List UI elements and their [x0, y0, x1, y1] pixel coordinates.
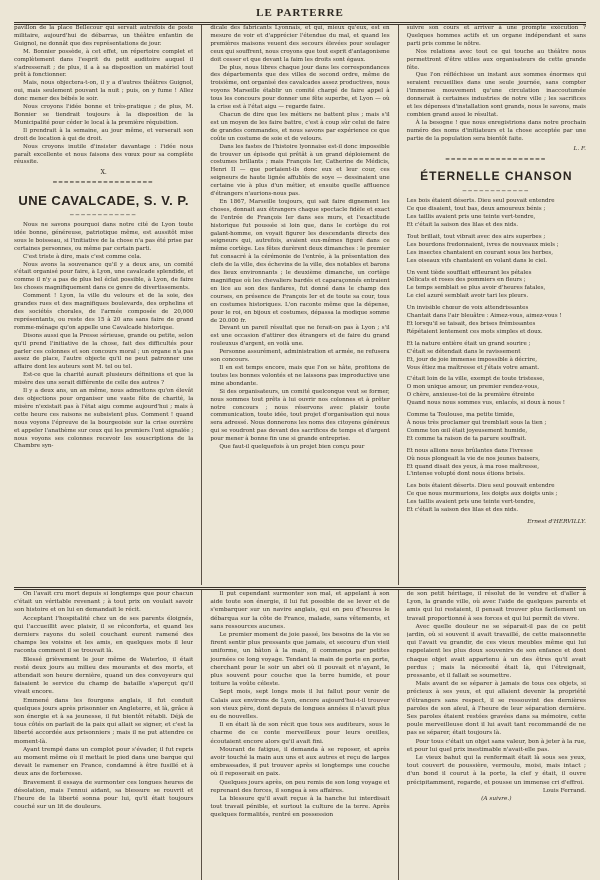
- paragraph: De plus, nous libres chaque jour dans les correspondances des départements que des villes de second ordre, même de troisième, ont organisé des cavalcades assez productives, nous voyons Marseille établir un comité chargé de faire appel à tous les concours pour donner une fête superbe, et Lyon — où la crise est à l'état aigu — regarde faire.: [210, 64, 390, 111]
- article-signature: L. F.: [573, 145, 586, 152]
- paragraph: Mais, nous objectera-t-on, il y a d'autres théâtres Guignol, oui, mais seulement pouvant la nuit ; puis, on y fume ! Allez donc mener des bébés le soir.: [14, 80, 194, 103]
- poem-stanza: [407, 198, 586, 230]
- upper-column-2: [210, 25, 389, 585]
- paragraph: Nous croyons inutile d'insister davantage : l'idée nous paraît excellente et nous faisons des vœux pour sa complète réussite.: [14, 143, 194, 166]
- article-signature: X.: [100, 169, 107, 177]
- paragraph: Le vieux bahut qui la renfermait était là sous ses yeux, tout couvert de poussière, vermoulu, moisi, mais intact ; d'un bond il courut à la porte, la clef y était, il ouvre précipitamment, regarde, et pousse un immense cri d'effroi.: [406, 755, 586, 786]
- paragraph: Blessé grièvement le jour même de Waterloo, il était resté deux jours au milieu des mourants et des morts, et attendait son heure dernière, quand un des convoyeurs qui faisaient le service du champ de bataille s'aperçut qu'il vivait encore.: [14, 656, 194, 696]
- poem-line: Les taillis avaient pris une teinte vert-tendre,: [406, 499, 536, 506]
- article-cavalcade: [14, 222, 193, 451]
- paragraph: Sept mois, sept longs mois il lui fallut pour venir de Calais aux environs de Lyon, encore aujourd'hui-t-il trouver son vieux père, dont depuis de longues années il n'avait plus eu de nouvelles.: [210, 689, 390, 721]
- poem-line: Et quand disait des yeux, à ma rose maîtresse,: [406, 463, 539, 470]
- upper-column-3: [407, 25, 586, 585]
- paragraph: dicale des fabricants Lyonnais, et qui, mieux qu'eux, est en mesure de voir et d'apprécier l'étendue du mal, et quand les premières maisons veuent des secours élevées pour soulager ceux qui souffrent, nous croyons que tout esprit d'antagonisme doit cesser et que devant la faim les droits sont égaux.: [210, 25, 390, 63]
- paragraph: Mourant de fatigue, il demanda à se reposer, et après avoir touché la main aux uns et aux autres et reçu de larges embrassades, il put trouver après si longtemps une couche où il reposerait en paix.: [210, 746, 390, 778]
- paragraph: Si des organisateurs, un comité quelconque veut se former, nous sommes tout prêts à lui ouvrir nos colonnes et à prêter notre concours ; nous réservons avec plaisir toute communication, toute idée, tout projet d'organisation qui nous sera adressé. Nous donnerons les noms des citoyens généreux qui se voudront pas devant des sacrifices de temps et d'argent pour mener à bonne fin une si grande entreprise.: [210, 388, 390, 443]
- paragraph: Nous avons la souvenance qu'il y a deux ans, un comité s'était organisé pour faire, à Lyon, une cavalcade splendide, et comme il n'y a pas de plus bel éclat possible, à Lyon, de faire les choses magnifiquement dans ce genre de divertissements.: [14, 261, 194, 292]
- column-divider: [398, 590, 399, 880]
- poem-line: Un vent tiède soufflait effleurant les pétales: [406, 269, 532, 276]
- poem-line: Vous êtiez ma maîtresse et j'étais votre amant.: [406, 364, 540, 371]
- poem-stanza: [407, 483, 586, 515]
- poem-line: Ce que disaient, tout bas, deux amoureux bénis ;: [406, 206, 546, 213]
- song-title: ÉTERNELLE CHANSON: [420, 169, 573, 184]
- poem: [407, 198, 586, 515]
- poem-line: C'était loin de la ville, exempt de toute tristesse,: [406, 376, 545, 383]
- poem-line: Comme ta Toulouse, ma petite timide,: [406, 412, 515, 419]
- to-be-continued: (A suivre.): [481, 796, 512, 803]
- paragraph: Nos relations avec tout ce qui touche au théâtre nous permettront d'être utiles aux organisateurs de cette grande fête.: [406, 48, 586, 71]
- poem-line: Comme ton œil était joyeusement humide,: [406, 427, 528, 434]
- poem-line: Un invisible chœur de voix attendrissantes: [406, 305, 529, 312]
- paragraph: Quelques jours après, on peu remis de son long voyage et reprenant des forces, il songea à ses affaires.: [210, 779, 390, 794]
- lower-column-1: [14, 590, 193, 880]
- poem-line: Et nous allions nous brûlantes dans l'ivresse: [406, 447, 533, 454]
- poem-stanza: [407, 270, 586, 302]
- upper-section: [14, 25, 586, 585]
- paragraph: C'est triste à dire, mais c'est comme cela.: [23, 253, 142, 260]
- column-divider: [398, 25, 399, 585]
- paragraph: En 1867, Marseille toujours, qui sait faire dignement les choses, donnait aux étrangers chaque spectacle fidèle et exact de l'entrée de François Ier dans ses murs, et l'exactitude historique fut poussée si loin que, dans le cortège du roi galant-homme, on voyait figurer les descendants directs des seigneurs qui, autrefois, avaient eux-mêmes figuré dans ce même cortège. Les fêtes durèrent deux dimanches : le premier fut consacré à la cérémonie de l'entrée, à la présentation des clefs de la ville, des échevins de la ville, des notables et barons des lieux environnants ; le deuxième dimanche, un cortège magnifique où les chevaliers bardés et caparaçonnés entraient en lice au son des fanfares, fut donné dans le champ des courses, en présence de François Ier et de toute sa cour, tous en costumes historiques. L'on raconte même que la dépense, pour le roi, en bijoux et costumes, dépassa la modique somme de 20.000 fr.: [210, 198, 390, 324]
- paragraph: Chacun de dire que les métiers ne battent plus ; mais s'il est un moyen de les faire battre, c'est à coup sûr celui de faire de grandes commandes, et nous savons par expérience ce que coûte un costume de soie et de velours.: [210, 111, 390, 142]
- title-underline: ────────────: [69, 212, 138, 220]
- paragraph: On l'avait cru mort depuis si longtemps que pour chacun c'était un véritable revenant ; à tout prix on voulait savoir son histoire et on lui en demandait le récit.: [14, 591, 194, 614]
- poem-line: Chantait dans l'air bleuâtre : Aimez-vous, aimez-vous !: [406, 313, 562, 320]
- poem-line: Les taillis avaient pris une teinte vert-tendre,: [406, 214, 536, 221]
- poem-line: Quand nous nous sommes vus, enlacés, si doux à nous !: [406, 400, 565, 407]
- lower-column-3: [407, 590, 586, 880]
- paragraph: Ayant trempé dans un complot pour s'évader, il fut repris au moment même où il mettait le pied dans une barque qui devait le ramener en France, condamné à être fusillé et à deux ans de forteresse.: [14, 746, 194, 778]
- poem-line: Tout brillait, tout vibrait avec des airs superbes ;: [406, 233, 546, 240]
- paragraph: À la besogne ! que nous enregistrions dans notre prochain numéro des noms d'initiateurs et la chose acceptée par une partie de la population sera bientôt faite.: [406, 119, 586, 142]
- poem-stanza: [407, 376, 586, 408]
- upper-column-1: [14, 25, 193, 585]
- paragraph: pavillon de la place Bellecour qui servait autrefois de poste militaire, aujourd'hui de débarras, un théâtre enfantin de Guignol, ne donnât que des représentations de jour.: [14, 25, 194, 47]
- poem-line: Les insectes chantaient en courant sous les herbes,: [406, 249, 554, 256]
- poem-line: Et c'était la saison des lilas et des nids.: [406, 222, 519, 229]
- poem-stanza: [407, 341, 586, 373]
- poem-line: O chère, anxieuse-toi de la première étreinte: [406, 392, 535, 399]
- paragraph: Nous croyons l'idée bonne et très-pratique ; de plus, M. Bonnier se tiendrait toujours à la disposition de la Municipalité pour céder le local à la première réquisition.: [14, 104, 194, 126]
- poem-line: Le ciel azuré semblait avoir tari les pleurs.: [406, 293, 529, 300]
- poem-line: Et lorsqu'il se taisait, des brises frémissantes: [406, 321, 536, 327]
- poem-stanza: [407, 234, 586, 266]
- paragraph: Devant un pareil résultat que ne ferait-on pas à Lyon ; s'il est une occasion d'attirer des étrangers et de faire du grand rouleuxus d'argent, en voilà une.: [210, 325, 390, 348]
- paragraph: Le premier moment de joie passé, les besoins de la vie se firent sentir plus pressants que jamais, et secouru d'un vieil uniforme, un bâton à la main, il commença par petites journées ce long voyage. Tendant la main de porte en porte, cherchant pour le soir un abri où il pouvait et n'ayant, le plus souvent pour couche que la terre humide, et pour toiture la voûte céleste.: [210, 632, 390, 688]
- lower-section: [14, 590, 586, 880]
- paragraph: Comment ! Lyon, la ville du velours et de la soie, des grandes rues et des magnifiques boulevards, des orphelins et des sociétés chorales, de l'armée composée de 20,000 représentants, ou reste des 15 à 20 ans sans faire de grand romme-ménage qu'on appelle une Cavalcade historique.: [14, 293, 194, 331]
- paragraph: Que l'on réfléchisse un instant aux sommes énormes qui seraient recueillies dans une seule journée, sans compter l'immense mouvement qu'une circulation inaccoutumée donnerait à certaines industries de notre ville ; les sacrifices et les dépenses d'installation sont grands, nous le savons, mais combien grand aussi le résultat.: [406, 72, 586, 118]
- poem-line: Les bois étaient déserts. Dieu seul pouvait entendre: [406, 198, 555, 205]
- poem-line: Délicats et roses des pommiers en fleurs ;: [406, 277, 526, 284]
- poem-line: Répétaient lentement ces mots simples et doux.: [406, 328, 543, 335]
- paragraph: Dans les fastes de l'histoire lyonnaise est-il donc impossible de trouver un épisode qui prêtât à un grand déploiement de costumes brillants ; mais François Ier, Catherine de Médicis, Henri II — que portaient-ils donc eux et leur cour, ces seigneurs de haute lignée affublés de soye — dessinaient une certaine vie à plus d'un métier, et ensuite quelle affluence d'étrangers n'aurions-nous pas.: [210, 143, 390, 198]
- paragraph: de son petit héritage, il résolut de le vendre et d'aller à Lyon, la grande ville, où avec l'aide de quelques parents et amis qui lui restaient, il pensait trouver plus facilement un travail proportionné à ses forces et qui lui permît de vivre.: [406, 591, 586, 622]
- paragraph: Pour tous c'était un objet sans valeur, bon à jeter à la rue, et pour lui quel prix inestimable n'avait-elle pas.: [406, 738, 586, 753]
- paragraph: Il en était là de son récit que tous ses auditeurs, sous le charme de ce conte merveilleux pour leurs oreilles, écoutaient encore alors qu'il avait fini.: [210, 722, 390, 745]
- title-underline: ────────────: [462, 188, 530, 196]
- paragraph: suivre son cours et arriver à une prompte exécution ? Quelques hommes actifs et un organe indépendant et sans parti pris comme le nôtre.: [406, 25, 586, 47]
- paragraph: M. Bonnier possède, à cet effet, un répertoire complet et complètement dans l'esprit du petit auditoire auquel il s'adresserait ; de plus, il a à sa disposition un matériel tout prêt à fonctionner.: [14, 48, 194, 79]
- article-guignol: [14, 25, 193, 177]
- paragraph: Il put cependant surmonter son mal, et appelant à son aide toute son énergie, il lui fut possible de se lever et de s'embarquer sur un navire anglais, qui en peu d'heures le débarqua sur la côte de France, malade, sans vêtements, et sans ressources aucunes.: [210, 591, 390, 630]
- paragraph: Disons aussi que la Presse sérieuse, grande ou petite, selon qu'il prend l'initiative de la chose, fait des difficultés pour parler ces colonnes et son concours moral ; un organe n'a pas assez de place, l'autre objecte qu'il ne peut patronner une affaire dont les auteurs sont M. tel ou tel.: [14, 332, 194, 371]
- poem-line: L'intense volupté dont nous étions brisés.: [406, 471, 525, 478]
- poem-line: Et comme ta raison de ta parure souffrait.: [406, 435, 527, 442]
- cavalcade-title: UNE CAVALCADE, S. V. P.: [18, 193, 189, 209]
- column-divider: [201, 25, 202, 585]
- poem-line: Ce que nous murmurions, les doigts aux doigts unis ;: [406, 491, 558, 498]
- poem-line: Et c'était la saison des lilas et des nids.: [406, 507, 519, 514]
- poem-line: C'était se détendait dans le ravissement: [406, 348, 521, 355]
- poem-line: Les bois étaient déserts. Dieu seul pouvait entendre: [406, 483, 555, 490]
- paragraph: Il y a deux ans, un an même, nous admettons qu'on élevât des objections pour organiser une vaste fête de charité, la misère n'existait pas à l'état aigu comme aujourd'hui ; mais à cette heure ces raisons ne subsistent plus. Comment ! quand nous voyons l'épreuve de la bourgeoisie sur la crise ouvrière et appeler l'anathème sur ceux qui les premiers l'ont signalée ; nous voyons ses colonnes recevoir les souscriptions de la Chambre syn-: [14, 388, 194, 450]
- section-divider: ━━━━━━━━━━━━━━━━━━: [53, 179, 155, 187]
- poem-line: O mon unique amour, un premier rendez-vous,: [406, 384, 540, 391]
- poem-line: À nous très proclamer qui tremblait sous la tien ;: [406, 419, 547, 426]
- poem-signature: Ernest d'HERVILLY.: [527, 518, 586, 525]
- paragraph: Emmené dans les fourgons anglais, il fut conduit quelques jours après prisonnier en Angleterre, et là, grâce à son énergie et à sa jeunesse, il fut bientôt rétabli. Déjà de tous côtés on parlait de la paix qui allait se signer, et c'est la liberté accordée aux prisonniers ; mais il ne put attendre ce moment-là.: [14, 697, 194, 745]
- paragraph: Il en est temps encore, mais que l'on se hâte, profitons de toutes les bonnes volontés et ne laissons pas improductive une mine abondante.: [210, 364, 390, 387]
- poem-line: Et, jour de joie immense impossible à décrire,: [406, 356, 538, 363]
- poem-line: Les oiseaux vifs chantaient en volant dans le ciel.: [406, 257, 548, 264]
- lower-column-2: [210, 590, 389, 880]
- paragraph: Bravement il essaya de surmonter ces longues heures de désolation, mais l'ennui aidant, sa blessure se rouvrit et l'heure de la liberté sonna pour lui, qu'il était toujours couché sur un lit de douleurs.: [14, 779, 194, 811]
- paragraph: Mais avant de se séparer à jamais de tous ces objets, si précieux à ses yeux, et qui allaient devenir la propriété d'étrangers sans respect, il se ressouvint des dernières paroles de son aïeul, à l'heure de leur séparation dernière. Ses paroles étaient restées gravées dans sa mémoire, cette poule merveilleuse dont il lui avait tant recommandé de ne pas se séparer, était toujours là.: [406, 681, 586, 737]
- poem-stanza: [407, 305, 586, 337]
- paragraph: Personne assurément, administration et armée, ne refusera son concours.: [210, 349, 390, 364]
- paragraph: Est-ce que la charité aurait plusieurs définitions et que la misère des uns serait différente de celle des autres ?: [14, 372, 194, 387]
- poem-line: Les bourdons fredonnaient, ivres de nouveaux miels ;: [406, 241, 559, 248]
- paragraph: Il prendrait à la semaine, au jour même, et verserait son droit de location à qui de droit.: [14, 127, 194, 142]
- column-divider: [201, 590, 202, 880]
- section-divider: ━━━━━━━━━━━━━━━━━━: [445, 155, 547, 163]
- poem-line: Où nous plongeait la vie de nos jeunes baisers,: [406, 455, 540, 462]
- poem-stanza: [407, 412, 586, 444]
- paragraph: La blessure qu'il avait reçue à la hanche lui interdisait tout travail pénible, et surtout la culture de la terre. Après quelques formalités, rentré en possession: [210, 796, 390, 819]
- poem-line: Le temps semblait se plus avoir d'heures fatales,: [406, 285, 546, 292]
- masthead: LE PARTERRE: [256, 7, 344, 19]
- paragraph: Avec quelle douleur ne se séparait-il pas de ce petit jardin, où si souvent il avait travaillé, de cette maisonnette qui l'avait vu grandir, de ces vieux meubles même qui lui rappelaient les plus doux souvenirs de son enfance et dont chaque objet avait appartenu à un des êtres qu'il avait perdus ; mais la nécessité était là, qui l'étreignait, pressante, et il fallait se soumettre.: [406, 623, 586, 680]
- poem-stanza: [407, 448, 586, 480]
- paragraph: Que faut-il quelquefois à un projet bien conçu pour: [219, 444, 365, 451]
- poem-line: Et la nature entière était un grand sourire ;: [406, 340, 531, 347]
- paragraph: Nous ne savons pourquoi dans notre cité de Lyon toute idée bonne, généreuse, patriotique même, est aussitôt mise sous le boisseau, si l'initiative de la chose n'a pas été prise par certaines personnes, ou même par certain parti.: [14, 222, 194, 252]
- story-signature: Louis Ferrand.: [542, 787, 586, 794]
- paragraph: Acceptant l'hospitalité chez un de ses parents éloignés, qui l'accueillit avec plaisir, il se réconforta, et quand les derniers rayons du soleil couchant eurent ramené des champs les voisins et les amis, en quelques mots il leur raconta comment il se trouvait là.: [14, 615, 194, 655]
